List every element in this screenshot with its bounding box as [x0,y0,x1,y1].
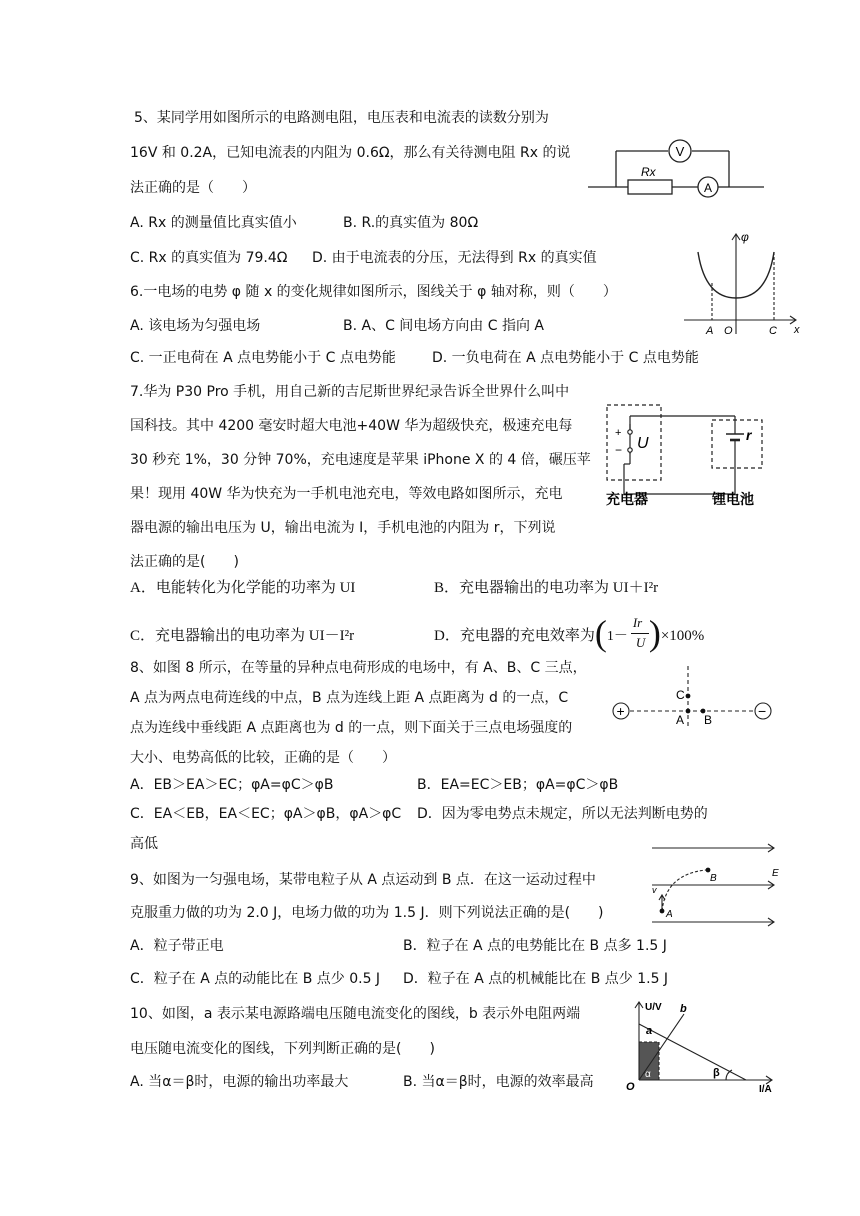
q5-line-1: 5、某同学用如图所示的电路测电阻，电压表和电流表的读数分别为 [134,110,549,126]
ammeter-label: A [703,181,713,195]
point-c [686,694,691,699]
q7-line-2: 国科技。其中 4200 毫安时超大电池+40W 华为超级快充，极速充电每 [130,418,573,434]
q7-line-4: 果！现用 40W 华为快充为一手机电池充电，等效电路如图所示，充电 [130,486,563,502]
q9-line-2: 克服重力做的功为 2.0 J，电场力做的功为 1.5 J．则下列说法正确的是( ) [130,905,604,921]
point-a-label: A [706,325,714,336]
q9-option-d: D．粒子在 A 点的机械能比在 B 点少 1.5 J [403,971,669,987]
q10-option-b: B. 当α＝β时，电源的效率最高 [403,1074,594,1090]
origin-label: O [724,325,733,336]
q6-potential-graph [684,228,802,336]
beta-label: β [713,1067,720,1079]
internal-resistance-label: r [746,427,752,443]
label-b: b [680,1003,687,1015]
q8-option-b: B．EA=EC＞EB；φA=φC＞φB [417,777,619,793]
efficiency-formula: ( 1－ Ir U ) [594,612,661,653]
q7-line-6: 法正确的是( ) [130,554,239,570]
q6-line-1: 6.一电场的电势 φ 随 x 的变化规律如图所示，图线关于 φ 轴对称，则（ ） [130,284,617,300]
q7-option-d-suffix: ×100% [660,628,705,644]
q7-option-a: A．电能转化为化学能的功率为 UI [130,580,356,596]
y-axis-label: U/V [645,1002,662,1013]
point-a [660,909,665,914]
velocity-label: v [652,885,657,895]
q8-line-3: 点为连线中垂线距 A 点距离也为 d 的一点，则下面关于三点电场强度的 [130,720,573,736]
q7-charging-circuit [604,402,768,510]
label-a: A [676,713,685,727]
q10-option-a: A. 当α＝β时，电源的输出功率最大 [130,1074,349,1090]
q8-line-1: 8、如图 8 所示，在等量的异种点电荷形成的电场中，有 A、B、C 三点， [130,660,587,676]
q5-line-2: 16V 和 0.2A，已知电流表的内阻为 0.6Ω，那么有关待测电阻 Rx 的说 [130,145,571,161]
q5-line-3: 法正确的是（ ） [130,180,256,196]
q10-line-1: 10、如图，a 表示某电源路端电压随电流变化的图线，b 表示外电阻两端 [130,1006,581,1022]
positive-sign: + [616,703,625,719]
q9-option-b: B．粒子在 A 点的电势能比在 B 点多 1.5 J [403,938,667,954]
q5-option-c: C. Rx 的真实值为 79.4Ω [130,250,288,266]
q7-option-c: C．充电器输出的电功率为 UI－I²r [130,628,355,644]
phi-axis-label: φ [741,230,749,244]
q8-dipole-figure [608,662,778,732]
negative-sign: − [758,703,767,719]
formula-numerator: Ir [632,614,643,630]
q8-option-a: A．EB＞EA＞EC；φA=φC＞φB [130,777,334,793]
q5-circuit-figure [588,135,764,205]
q10-ui-graph [622,996,782,1092]
q6-option-b: B. A、C 间电场方向由 C 指向 A [343,318,545,334]
x-axis-label: x [794,324,800,336]
q7-option-d [434,612,705,653]
q9-field-figure [648,838,782,928]
resistor-rx [628,180,672,194]
q7-line-5: 器电源的输出电压为 U，输出电流为 I，手机电池的内阻为 r，下列说 [130,520,556,536]
plus-sign: + [615,427,622,439]
battery-box [712,420,762,468]
trajectory [662,870,706,911]
charger-label: 充电器 [606,491,648,507]
q5-option-d: D. 由于电流表的分压，无法得到 Rx 的真实值 [312,250,597,266]
q9-option-a: A．粒子带正电 [130,938,224,954]
q7-line-1: 7.华为 P30 Pro 手机，用自己新的吉尼斯世界纪录告诉全世界什么叫中 [130,384,570,400]
q7-option-b: B．充电器输出的电功率为 UI＋I²r [434,580,659,596]
alpha-label: α [645,1069,651,1080]
label-a: a [646,1025,653,1037]
label-b: B [704,713,713,727]
label-c: C [676,688,685,702]
origin-label: O [626,1081,635,1092]
q8-line-2: A 点为两点电荷连线的中点，B 点为连线上距 A 点距离为 d 的一点，C [130,690,569,706]
formula-denominator: U [635,634,646,650]
voltmeter-label: V [675,144,685,159]
q10-line-2: 电压随电流变化的图线，下列判断正确的是( ) [130,1041,435,1057]
point-c-label: C [769,325,777,336]
formula-one-minus: 1－ [606,628,628,644]
battery-label: 锂电池 [712,491,754,507]
q6-option-a: A. 该电场为匀强电场 [130,318,261,334]
voltage-label: U [637,435,649,452]
x-axis-label: I/A [759,1084,772,1092]
q6-option-c: C. 一正电荷在 A 点电势能小于 C 点电势能 [130,350,396,366]
label-a: A [666,909,673,920]
field-label: E [772,868,779,879]
q6-option-d: D. 一负电荷在 A 点电势能小于 C 点电势能 [432,350,699,366]
minus-sign: − [615,443,623,457]
q8-line-4: 大小、电势高低的比较，正确的是（ ） [130,750,396,766]
point-a [686,709,691,714]
q8-option-c: C．EA＜EB，EA＜EC；φA＞φB，φA＞φC [130,806,402,822]
label-b: B [710,873,717,884]
q7-option-d-prefix: D．充电器的充电效率为 [434,628,595,644]
q8-option-d: D．因为零电势点未规定，所以无法判断电势的 [417,806,708,822]
q9-option-c: C．粒子在 A 点的动能比在 B 点少 0.5 J [130,971,381,987]
q9-line-1: 9、如图为一匀强电场，某带电粒子从 A 点运动到 B 点．在这一运动过程中 [130,872,596,888]
point-b [706,868,711,873]
q5-option-a: A. Rx 的测量值比真实值小 [130,215,297,231]
q7-line-3: 30 秒充 1%，30 分钟 70%，充电速度是苹果 iPhone X 的 4 倍，碾压苹 [130,452,591,468]
resistor-label: Rx [641,165,656,179]
q8-option-d-continued: 高低 [130,836,158,852]
q5-option-b: B. R.的真实值为 80Ω [343,215,479,231]
